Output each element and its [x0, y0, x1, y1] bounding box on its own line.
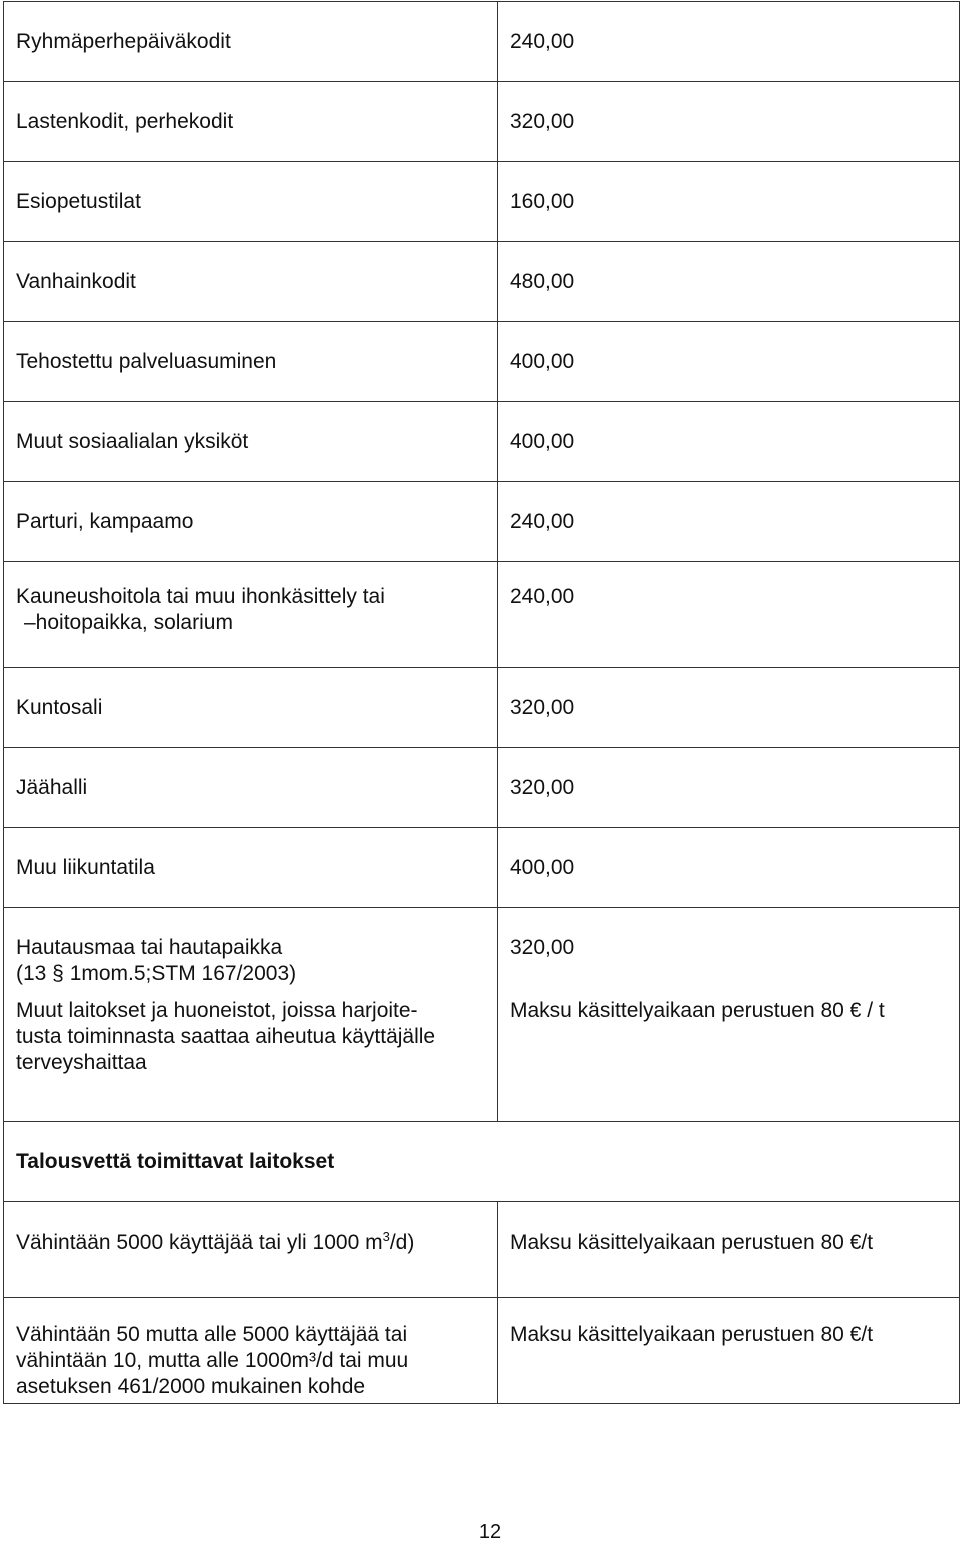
fee-table	[3, 1, 960, 1404]
table-row	[4, 1122, 960, 1202]
facility-line: tusta toiminnasta saattaa aiheutua käyttäjälle	[16, 1024, 436, 1048]
facility-text: /d)	[389, 1231, 415, 1254]
fee-cell: 240,00	[498, 482, 960, 562]
table-row	[4, 162, 960, 242]
facility-cell: Jäähalli	[4, 748, 498, 828]
fee-cell: 480,00	[498, 242, 960, 322]
facility-cell: Lastenkodit, perhekodit	[4, 82, 498, 162]
table-row	[4, 908, 960, 988]
facility-cell: Kuntosali	[4, 668, 498, 748]
page-number: 12	[478, 1521, 502, 1543]
facility-cell: Muut sosiaalialan yksiköt	[4, 402, 498, 482]
table-row	[4, 2, 960, 82]
table-row	[4, 668, 960, 748]
facility-line: terveyshaittaa	[16, 1050, 147, 1074]
facility-line: asetuksen 461/2000 mukainen kohde	[16, 1375, 366, 1398]
fee-cell: 400,00	[498, 828, 960, 908]
facility-cell: Vanhainkodit	[4, 242, 498, 322]
fee-cell: 320,00	[498, 82, 960, 162]
table-row	[4, 82, 960, 162]
table-row	[4, 402, 960, 482]
facility-cell	[4, 988, 498, 1122]
facility-cell	[4, 1202, 498, 1298]
facility-cell	[4, 1298, 498, 1404]
facility-cell: Parturi, kampaamo	[4, 482, 498, 562]
table-row	[4, 1202, 960, 1298]
table-row	[4, 988, 960, 1122]
fee-cell: Maksu käsittelyaikaan perustuen 80 €/t	[498, 1298, 960, 1404]
facility-line: Kauneushoitola tai muu ihonkäsittely tai	[16, 585, 385, 608]
fee-cell: Maksu käsittelyaikaan perustuen 80 €/t	[498, 1202, 960, 1298]
table-row	[4, 748, 960, 828]
fee-cell: 160,00	[498, 162, 960, 242]
facility-cell: Tehostettu palveluasuminen	[4, 322, 498, 402]
fee-cell: Maksu käsittelyaikaan perustuen 80 € / t	[498, 988, 960, 1122]
facility-cell: Esiopetustilat	[4, 162, 498, 242]
facility-line: Muut laitokset ja huoneistot, joissa harjoite-	[16, 998, 418, 1022]
fee-cell: 320,00	[498, 748, 960, 828]
fee-cell: 240,00	[498, 562, 960, 668]
superscript: 3	[382, 1229, 390, 1244]
table-row	[4, 482, 960, 562]
fee-cell: 320,00	[498, 908, 960, 988]
fee-cell: 320,00	[498, 668, 960, 748]
table-row	[4, 828, 960, 908]
table-row	[4, 562, 960, 668]
facility-cell: Ryhmäperhepäiväkodit	[4, 2, 498, 82]
facility-line: (13 § 1mom.5;STM 167/2003)	[16, 962, 297, 985]
table-row	[4, 1298, 960, 1404]
fee-cell: 400,00	[498, 402, 960, 482]
fee-cell: 240,00	[498, 2, 960, 82]
facility-line: Vähintään 50 mutta alle 5000 käyttäjää tai	[16, 1323, 408, 1346]
table-row	[4, 322, 960, 402]
facility-text: Vähintään 5000 käyttäjää tai yli 1000 m	[16, 1231, 383, 1254]
section-title: Talousvettä toimittavat laitokset	[4, 1122, 960, 1202]
facility-line: Hautausmaa tai hautapaikka	[16, 936, 283, 959]
facility-cell	[4, 908, 498, 988]
table-row	[4, 242, 960, 322]
facility-cell	[4, 562, 498, 668]
facility-line: –hoitopaikka, solarium	[24, 611, 233, 634]
facility-line: vähintään 10, mutta alle 1000m³/d tai muu	[16, 1349, 409, 1372]
facility-cell: Muu liikuntatila	[4, 828, 498, 908]
fee-cell: 400,00	[498, 322, 960, 402]
